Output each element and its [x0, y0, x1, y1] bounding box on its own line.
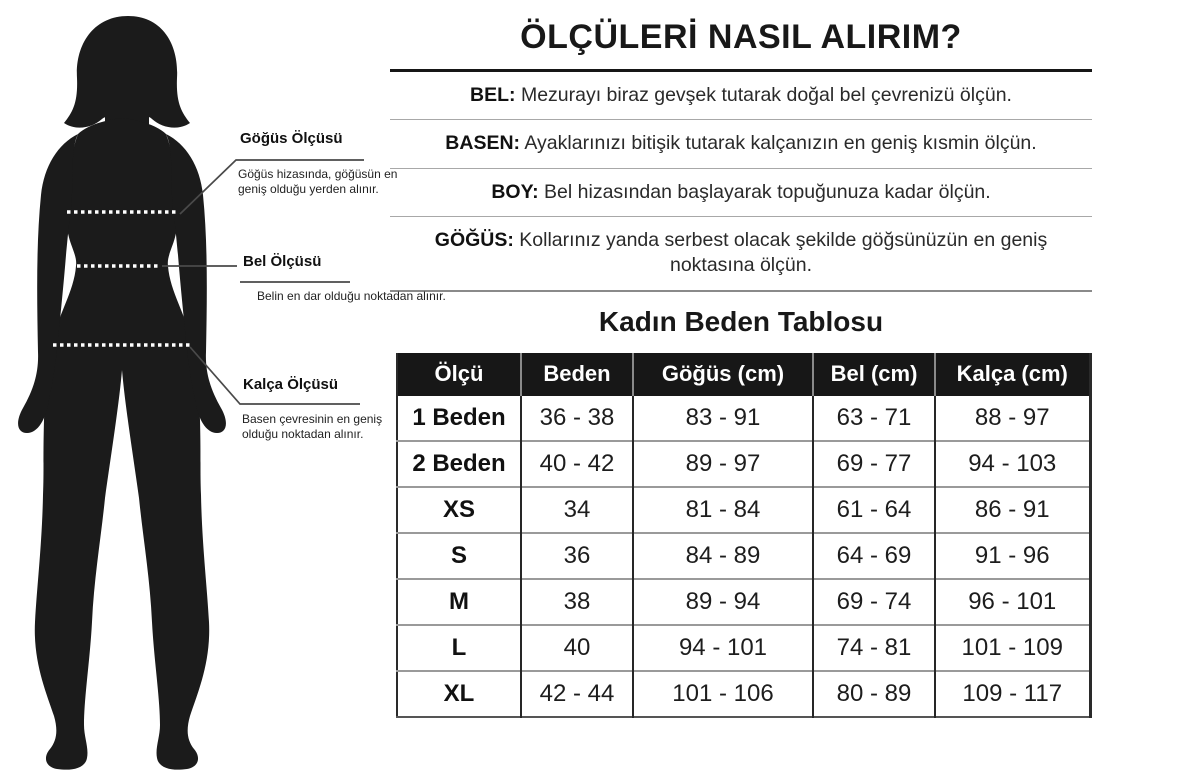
column-header: Göğüs (cm): [633, 353, 813, 396]
hip-measure-label: Kalça Ölçüsü: [243, 376, 339, 393]
howto-item: [390, 216, 1092, 290]
chest-measure-label: Göğüs Ölçüsü: [240, 130, 343, 147]
table-cell: XL: [397, 671, 521, 717]
table-row: [397, 625, 1090, 671]
column-header: Kalça (cm): [935, 353, 1090, 396]
table-cell: 40: [521, 625, 633, 671]
table-row: [397, 396, 1090, 441]
table-cell: 69 - 74: [813, 579, 935, 625]
column-header: Beden: [521, 353, 633, 396]
table-cell: 36 - 38: [521, 396, 633, 441]
chest-measure-description: Göğüs hizasında, göğüsün en geniş olduğu yerden alınır.: [238, 167, 398, 197]
howto-item: [390, 119, 1092, 167]
table-cell: 1 Beden: [412, 403, 506, 431]
table-cell: 89 - 94: [633, 579, 813, 625]
table-cell: 88 - 97: [935, 396, 1090, 441]
table-row: [397, 671, 1090, 717]
table-cell: 69 - 77: [813, 441, 935, 487]
table-row: [397, 579, 1090, 625]
measurement-figure: [0, 0, 446, 775]
measure-term: BASEN:: [445, 132, 521, 155]
table-cell: 96 - 101: [935, 579, 1090, 625]
table-cell: 83 - 91: [633, 396, 813, 441]
table-cell: 94 - 101: [633, 625, 813, 671]
table-cell: 74 - 81: [813, 625, 935, 671]
size-table-head: [397, 353, 1090, 396]
column-header: Bel (cm): [813, 353, 935, 396]
page-title: ÖLÇÜLERİ NASIL ALIRIM?: [520, 18, 962, 56]
table-row: [397, 487, 1090, 533]
table-cell: M: [397, 579, 521, 625]
table-cell: 36: [521, 533, 633, 579]
table-cell: 64 - 69: [813, 533, 935, 579]
table-cell: 86 - 91: [935, 487, 1090, 533]
waist-measure-description: Belin en dar olduğu noktadan alınır.: [257, 289, 446, 303]
table-cell: 2 Beden: [397, 441, 521, 487]
size-table-body: [397, 396, 1090, 717]
table-cell: 61 - 64: [813, 487, 935, 533]
table-cell: 89 - 97: [633, 441, 813, 487]
table-cell: 42 - 44: [521, 671, 633, 717]
table-cell: 91 - 96: [935, 533, 1090, 579]
header-row: [397, 353, 1090, 396]
table-cell: 63 - 71: [813, 396, 935, 441]
table-cell: 81 - 84: [633, 487, 813, 533]
measure-instruction: Ayaklarınızı bitişik tutarak kalçanızın en geniş kısmin ölçün.: [520, 132, 1037, 155]
table-cell: 38: [521, 579, 633, 625]
measure-term: GÖĞÜS:: [434, 229, 514, 252]
size-guide-panel: [390, 0, 1092, 718]
measure-instruction: Bel hizasından başlayarak topuğunuza kadar ölçün.: [538, 180, 991, 203]
table-cell: L: [397, 625, 521, 671]
measure-instruction: Mezurayı biraz gevşek tutarak doğal bel çevrenizü ölçün.: [515, 84, 1012, 106]
table-cell: 109 - 117: [935, 671, 1090, 717]
howto-item: [390, 168, 1092, 216]
measure-term: BOY:: [491, 180, 539, 203]
howto-item: [390, 72, 1092, 119]
table-row: [397, 533, 1090, 579]
table-cell: S: [397, 533, 521, 579]
measure-instruction: Kollarınız yanda serbest olacak şekilde göğsünüzün en geniş noktasına ölçün.: [513, 229, 1048, 277]
table-row: [397, 441, 1090, 487]
waist-measure-label: Bel Ölçüsü: [243, 253, 322, 270]
measure-term: BEL:: [470, 84, 516, 106]
table-cell: 34: [521, 487, 633, 533]
table-cell: XS: [397, 487, 521, 533]
table-cell: 94 - 103: [935, 441, 1090, 487]
size-table-title: Kadın Beden Tablosu: [598, 305, 884, 337]
size-table: [396, 353, 1092, 718]
table-cell: 80 - 89: [813, 671, 935, 717]
table-cell: 101 - 106: [633, 671, 813, 717]
howto-list: [390, 69, 1092, 292]
hip-measure-description: Basen çevresinin en geniş olduğu noktadan alınır.: [242, 412, 383, 442]
table-cell: 101 - 109: [935, 625, 1090, 671]
table-cell: 40 - 42: [521, 441, 633, 487]
table-cell: 84 - 89: [633, 533, 813, 579]
column-header: Ölçü: [397, 353, 521, 396]
